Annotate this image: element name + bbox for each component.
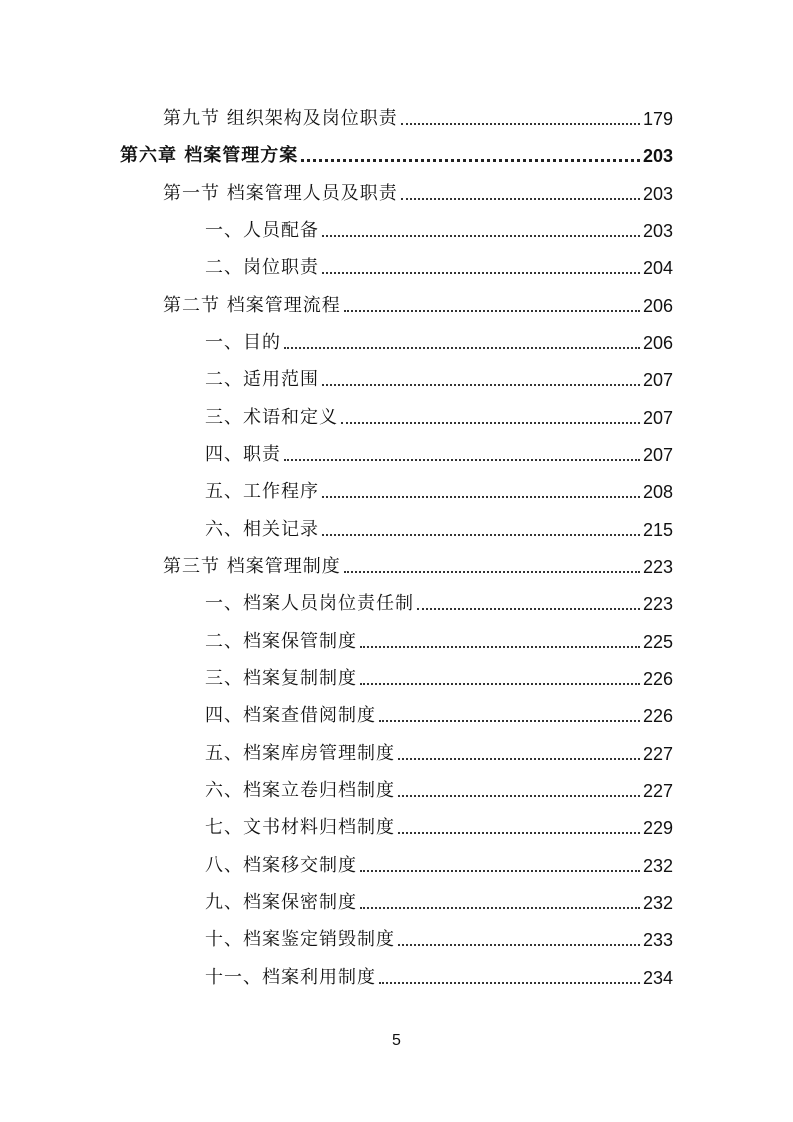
toc-entry-page: 232 (642, 856, 673, 876)
toc-entry[interactable] (205, 847, 673, 877)
dot-leader (322, 378, 640, 386)
toc-entry-title: 六、档案立卷归档制度 (205, 780, 395, 801)
toc-entry-page: 232 (642, 893, 673, 913)
toc-entry-title: 一、档案人员岗位责任制 (205, 593, 414, 614)
dot-leader (398, 789, 640, 797)
toc-entry-title: 八、档案移交制度 (205, 855, 357, 876)
toc-entry[interactable] (205, 623, 673, 653)
toc-entry-title: 二、档案保管制度 (205, 631, 357, 652)
dot-leader (301, 153, 640, 162)
toc-entry-page: 203 (642, 221, 673, 241)
toc-entry-page: 208 (642, 482, 673, 502)
toc-entry-page: 204 (642, 258, 673, 278)
toc-entry-title: 一、人员配备 (205, 220, 319, 241)
dot-leader (322, 528, 640, 536)
dot-leader (417, 602, 640, 610)
toc-entry-title: 三、档案复制制度 (205, 668, 357, 689)
toc-entry[interactable] (205, 921, 673, 951)
toc-entry-title: 五、档案库房管理制度 (205, 743, 395, 764)
toc-entry-title: 四、档案查借阅制度 (205, 705, 376, 726)
dot-leader (360, 640, 640, 648)
toc-entry[interactable] (205, 772, 673, 802)
toc-entry-page: 179 (642, 109, 673, 129)
dot-leader (398, 752, 640, 760)
toc-entry-page: 223 (642, 594, 673, 614)
dot-leader (284, 453, 640, 461)
dot-leader (360, 901, 640, 909)
toc-entry-title: 四、职责 (205, 444, 281, 465)
toc-entry-title: 六、相关记录 (205, 519, 319, 540)
toc-entry[interactable] (205, 473, 673, 503)
toc-entry-page: 215 (642, 520, 673, 540)
toc-entry[interactable] (205, 436, 673, 466)
toc-entry-title: 三、术语和定义 (205, 407, 338, 428)
page-number: 5 (392, 1032, 401, 1049)
toc-entry[interactable] (205, 884, 673, 914)
toc-entry-title: 第六章 档案管理方案 (120, 145, 299, 166)
toc-entry-title: 第一节 档案管理人员及职责 (163, 183, 398, 204)
toc-entry-title: 九、档案保密制度 (205, 892, 357, 913)
toc-entry-page: 203 (642, 146, 673, 166)
toc-entry-page: 207 (642, 408, 673, 428)
dot-leader (398, 938, 640, 946)
toc-entry[interactable] (163, 287, 673, 317)
dot-leader (398, 826, 640, 834)
toc-entry-page: 229 (642, 818, 673, 838)
toc-entry-page: 203 (642, 184, 673, 204)
toc-entry[interactable] (163, 100, 673, 130)
dot-leader (322, 266, 640, 274)
dot-leader (344, 304, 640, 312)
toc-entry-title: 十一、档案利用制度 (205, 967, 376, 988)
toc-entry[interactable] (163, 175, 673, 205)
toc-entry-page: 226 (642, 669, 673, 689)
toc-entry-page: 234 (642, 968, 673, 988)
toc-entry[interactable] (205, 809, 673, 839)
toc-entry[interactable] (205, 959, 673, 989)
toc-entry[interactable] (205, 212, 673, 242)
toc-entry-page: 227 (642, 744, 673, 764)
toc-entry-title: 十、档案鉴定销毁制度 (205, 929, 395, 950)
toc-entry-page: 207 (642, 445, 673, 465)
dot-leader (401, 192, 640, 200)
toc-entry-title: 二、岗位职责 (205, 257, 319, 278)
toc-entry[interactable] (205, 249, 673, 279)
toc-entry[interactable] (205, 324, 673, 354)
toc-entry[interactable] (205, 399, 673, 429)
toc-entry-title: 一、目的 (205, 332, 281, 353)
dot-leader (344, 565, 640, 573)
toc-entry-page: 225 (642, 632, 673, 652)
toc-entry[interactable] (205, 361, 673, 391)
dot-leader (341, 416, 640, 424)
toc-entry-title: 二、适用范围 (205, 369, 319, 390)
toc-chapter-entry[interactable] (120, 137, 673, 167)
toc-entry-title: 五、工作程序 (205, 481, 319, 502)
dot-leader (360, 677, 640, 685)
toc-entry[interactable] (205, 697, 673, 727)
toc-entry-page: 227 (642, 781, 673, 801)
toc-entry[interactable] (205, 735, 673, 765)
dot-leader (322, 490, 640, 498)
toc-entry-title: 第三节 档案管理制度 (163, 556, 341, 577)
toc-entry-page: 206 (642, 333, 673, 353)
dot-leader (379, 976, 640, 984)
toc-entry-page: 226 (642, 706, 673, 726)
toc-entry[interactable] (205, 511, 673, 541)
toc-entry-page: 207 (642, 370, 673, 390)
toc-entry-page: 223 (642, 557, 673, 577)
dot-leader (401, 117, 640, 125)
toc-entry-title: 第九节 组织架构及岗位职责 (163, 108, 398, 129)
toc-entry-page: 206 (642, 296, 673, 316)
toc-entry-page: 233 (642, 930, 673, 950)
dot-leader (379, 714, 640, 722)
toc-entry[interactable] (205, 585, 673, 615)
toc-entry[interactable] (205, 660, 673, 690)
toc-entry[interactable] (163, 548, 673, 578)
dot-leader (360, 864, 640, 872)
dot-leader (284, 341, 640, 349)
toc-entry-title: 七、文书材料归档制度 (205, 817, 395, 838)
dot-leader (322, 229, 640, 237)
toc-entry-title: 第二节 档案管理流程 (163, 295, 341, 316)
